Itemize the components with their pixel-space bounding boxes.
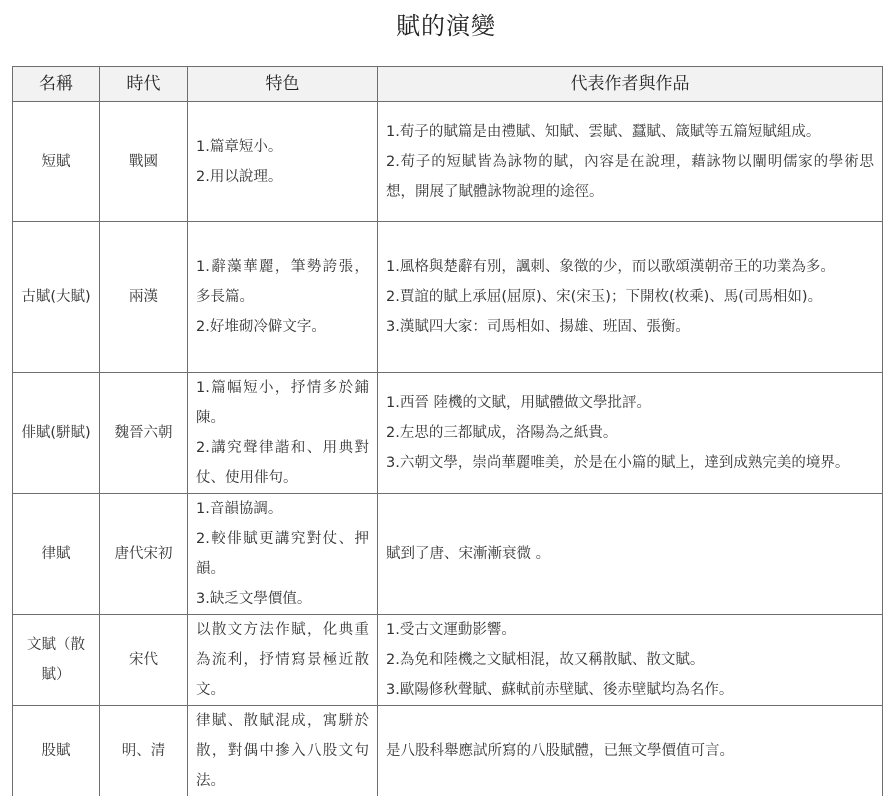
page-title: 賦的演變 (396, 12, 496, 40)
cell-features (188, 222, 378, 373)
cell-works (378, 706, 883, 796)
cell-era: 唐代宋初 (100, 494, 188, 615)
header-works: 代表作者與作品 (378, 67, 883, 102)
work-item: 3.歐陽修秋聲賦、蘇軾前赤壁賦、後赤壁賦均為名作。 (386, 682, 734, 698)
feature-item: 1.篇幅短小，抒情多於鋪陳。 (196, 380, 369, 426)
feature-item: 3.缺乏文學價值。 (196, 591, 312, 607)
work-item: 2.為免和陸機之文賦相混，故又稱散賦、散文賦。 (386, 652, 705, 668)
cell-era: 魏晉六朝 (100, 373, 188, 494)
feature-item: 1.音韻協調。 (196, 501, 283, 517)
work-item: 2.荀子的短賦皆為詠物的賦，內容是在說理，藉詠物以闡明儒家的學術思想，開展了賦體詠物說理的途徑。 (386, 153, 874, 200)
cell-name: 律賦 (13, 494, 100, 615)
cell-features (188, 615, 378, 706)
cell-name: 股賦 (13, 706, 100, 796)
header-row (13, 67, 883, 102)
header-name: 名稱 (13, 67, 100, 102)
cell-features (188, 706, 378, 796)
cell-features (188, 102, 378, 222)
work-item: 1.受古文運動影響。 (386, 622, 516, 638)
cell-name: 短賦 (13, 102, 100, 222)
fu-evolution-table (12, 66, 883, 796)
cell-works (378, 102, 883, 222)
header-era: 時代 (100, 67, 188, 102)
table-row (13, 222, 883, 373)
cell-works (378, 222, 883, 373)
work-item: 3.漢賦四大家：司馬相如、揚雄、班固、張衡。 (386, 319, 690, 335)
cell-works (378, 615, 883, 706)
cell-name: 文賦（散賦） (13, 615, 100, 706)
feature-item: 2.較俳賦更講究對仗、押韻。 (196, 531, 369, 577)
cell-era: 明、清 (100, 706, 188, 796)
work-item: 2.左思的三都賦成，洛陽為之紙貴。 (386, 425, 618, 441)
work-item: 3.六朝文學，崇尚華麗唯美，於是在小篇的賦上，達到成熟完美的境界。 (386, 455, 850, 471)
work-item: 賦到了唐、宋漸漸衰微 。 (386, 546, 551, 562)
work-item: 1.風格與楚辭有別，諷刺、象徵的少，而以歌頌漢朝帝王的功業為多。 (386, 259, 835, 275)
cell-era: 兩漢 (100, 222, 188, 373)
feature-item: 2.講究聲律諧和、用典對仗、使用俳句。 (196, 440, 369, 486)
feature-item: 1.辭藻華麗，筆勢誇張，多長篇。 (196, 259, 369, 305)
table-row (13, 102, 883, 222)
work-item: 1.西晉 陸機的文賦，用賦體做文學批評。 (386, 395, 651, 411)
table-row (13, 706, 883, 796)
cell-era: 戰國 (100, 102, 188, 222)
feature-item: 以散文方法作賦，化典重為流利，抒情寫景極近散文。 (196, 622, 369, 698)
work-item: 1.荀子的賦篇是由禮賦、知賦、雲賦、蠶賦、箴賦等五篇短賦組成。 (386, 123, 821, 140)
feature-item: 2.用以說理。 (196, 168, 283, 185)
cell-features (188, 494, 378, 615)
header-features: 特色 (188, 67, 378, 102)
table-row (13, 373, 883, 494)
cell-features (188, 373, 378, 494)
table-row (13, 494, 883, 615)
cell-name: 古賦(大賦) (13, 222, 100, 373)
feature-item: 1.篇章短小。 (196, 138, 283, 155)
cell-works (378, 373, 883, 494)
feature-item: 2.好堆砌冷僻文字。 (196, 319, 326, 335)
feature-item: 律賦、散賦混成，寓駢於散，對偶中摻入八股文句法。 (196, 713, 369, 789)
work-item: 是八股科舉應試所寫的八股賦體，已無文學價值可言。 (386, 743, 734, 759)
table-row (13, 615, 883, 706)
cell-era: 宋代 (100, 615, 188, 706)
cell-works (378, 494, 883, 615)
work-item: 2.賈誼的賦上承屈(屈原)、宋(宋玉)；下開枚(枚乘)、馬(司馬相如)。 (386, 289, 823, 305)
cell-name: 俳賦(駢賦) (13, 373, 100, 494)
